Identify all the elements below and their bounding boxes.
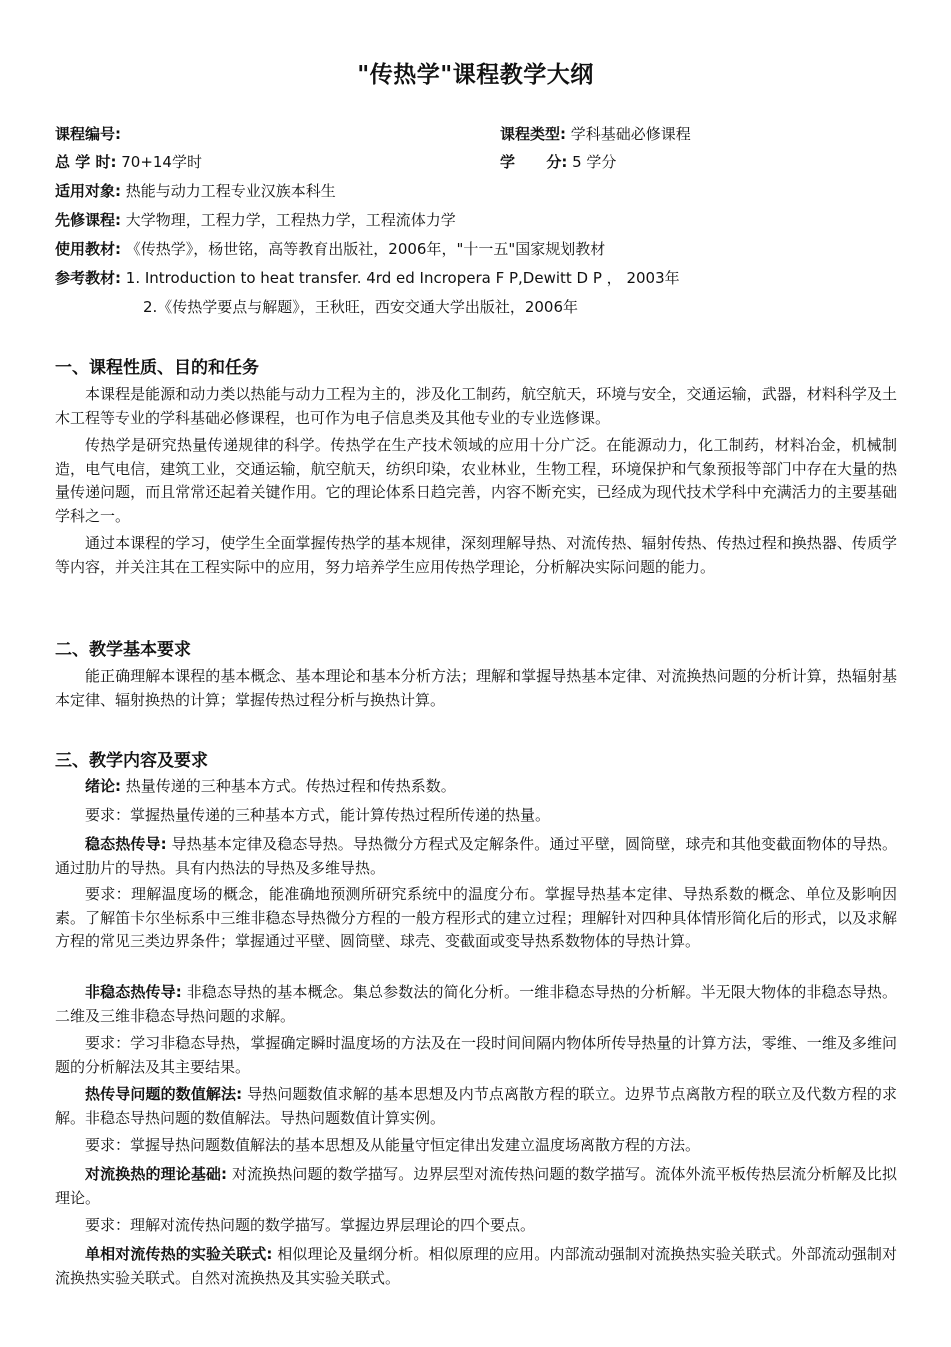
content-item <box>55 1032 897 1079</box>
content-item-text: 热量传递的三种基本方式。传热过程和传热系数。 <box>125 777 456 795</box>
section-1-paragraph-1: 本课程是能源和动力类以热能与动力工程为主的，涉及化工制药，航空航天，环境与安全，交通运输，武器，材料科学及土木工程等专业的学科基础必修课程，也可作为电子信息类及其他专业的专业选修课。 <box>55 385 897 427</box>
content-item-text: 要求：掌握导热问题数值解法的基本思想及从能量守恒定律出发建立温度场离散方程的方法。 <box>85 1136 701 1154</box>
content-item-label: 单相对流传热的实验关联式: <box>85 1245 273 1263</box>
content-item <box>55 775 897 799</box>
page-title: "传热学"课程教学大纲 <box>357 62 594 88</box>
total-hours-label: 总 学 时: <box>55 153 117 171</box>
content-item-text: 相似理论及量纲分析。相似原理的应用。内部流动强制对流换热实验关联式。外部流动强制对流换热实验关联式。自然对流换热及其实验关联式。 <box>55 1245 897 1287</box>
section-2-heading: 二、教学基本要求 <box>55 640 191 660</box>
credits-label: 学 分: <box>500 153 568 171</box>
content-item <box>55 1134 897 1158</box>
content-item-text: 要求：学习非稳态导热，掌握确定瞬时温度场的方法及在一段时间间隔内物体所传导热量的计算方法，零维、一维及多维问题的分析解法及其主要结果。 <box>55 1034 897 1076</box>
content-item <box>55 1243 897 1290</box>
content-item <box>55 981 897 1028</box>
course-code-label: 课程编号: <box>55 125 121 143</box>
content-item-text: 要求：理解温度场的概念，能准确地预测所研究系统中的温度分布。掌握导热基本定律、导热系数的概念、单位及影响因素。了解笛卡尔坐标系中三维非稳态导热微分方程的一般方程形式的建立过程；理解针对四种具体情形简化后的形式，以及求解方程的常见三类边界条件；掌握通过平壁、圆筒壁、球壳、变截面或变导热系数物体的导热计算。 <box>55 885 897 950</box>
textbook-value: 《传热学》，杨世铭，高等教育出版社，2006年，"十一五"国家规划教材 <box>125 240 606 258</box>
content-item <box>55 1214 897 1238</box>
prereq-value: 大学物理，工程力学，工程热力学，工程流体力学 <box>125 211 456 229</box>
section-1-paragraph-3: 通过本课程的学习，使学生全面掌握传热学的基本规律，深刻理解导热、对流传热、辐射传热、传热过程和换热器、传质学等内容，并关注其在工程实际中的应用，努力培养学生应用传热学理论，分析解决实际问题的能力。 <box>55 534 897 576</box>
course-type-label: 课程类型: <box>500 125 566 143</box>
reference-2: 2.《传热学要点与解题》，王秋旺，西安交通大学出版社，2006年 <box>143 298 578 316</box>
content-item <box>55 1163 897 1210</box>
audience-value: 热能与动力工程专业汉族本科生 <box>125 182 336 200</box>
content-item-text: 要求：掌握热量传递的三种基本方式，能计算传热过程所传递的热量。 <box>85 806 551 824</box>
section-3-heading: 三、教学内容及要求 <box>55 751 208 771</box>
content-item <box>55 883 897 954</box>
course-type-value: 学科基础必修课程 <box>570 125 691 143</box>
references <box>55 267 680 289</box>
refs-label: 参考教材: <box>55 269 121 287</box>
textbook <box>55 238 605 260</box>
content-item <box>55 1083 897 1130</box>
section-1-paragraph-2: 传热学是研究热量传递规律的科学。传热学在生产技术领域的应用十分广泛。在能源动力，化工制药，材料冶金，机械制造，电气电信，建筑工业，交通运输，航空航天，纺织印染，农业林业，生物工程，环境保护和气象预报等部门中存在大量的热量传递问题，而且常常还起着关键作用。它的理论体系日趋完善，内容不断充实，已经成为现代技术学科中充满活力的主要基础学科之一。 <box>55 436 897 525</box>
credits <box>500 151 616 173</box>
content-item-text: 导热问题数值求解的基本思想及内节点离散方程的联立。边界节点离散方程的联立及代数方程的求解。非稳态导热问题的数值解法。导热问题数值计算实例。 <box>55 1085 897 1127</box>
content-item <box>55 804 897 828</box>
section-1-heading: 一、课程性质、目的和任务 <box>55 358 259 378</box>
content-item-label: 对流换热的理论基础: <box>85 1165 228 1183</box>
content-item-label: 绪论: <box>85 777 121 795</box>
course-code <box>55 123 121 145</box>
content-item-label: 热传导问题的数值解法: <box>85 1085 243 1103</box>
content-item-text: 要求：理解对流传热问题的数学描写。掌握边界层理论的四个要点。 <box>85 1216 536 1234</box>
section-2-paragraph-1: 能正确理解本课程的基本概念、基本理论和基本分析方法；理解和掌握导热基本定律、对流换热问题的分析计算，热辐射基本定律、辐射换热的计算；掌握传热过程分析与换热计算。 <box>55 667 897 709</box>
textbook-label: 使用教材: <box>55 240 121 258</box>
content-item <box>55 833 897 880</box>
total-hours-value: 70+14学时 <box>121 153 202 171</box>
audience-label: 适用对象: <box>55 182 121 200</box>
content-item-label: 非稳态热传导: <box>85 983 182 1001</box>
content-item-label: 稳态热传导: <box>85 835 167 853</box>
prereq-label: 先修课程: <box>55 211 121 229</box>
content-item-text: 非稳态导热的基本概念。集总参数法的简化分析。一维非稳态导热的分析解。半无限大物体的非稳态导热。二维及三维非稳态导热问题的求解。 <box>55 983 897 1025</box>
course-type <box>500 123 691 145</box>
total-hours <box>55 151 202 173</box>
reference-1: 1. Introduction to heat transfer. 4rd ed Incropera F P,Dewitt D P ， 2003年 <box>125 269 680 287</box>
prerequisites <box>55 209 456 231</box>
content-item-text: 对流换热问题的数学描写。边界层型对流传热问题的数学描写。流体外流平板传热层流分析解及比拟理论。 <box>55 1165 897 1207</box>
audience <box>55 180 336 202</box>
credits-value: 5 学分 <box>572 153 617 171</box>
content-item-text: 导热基本定律及稳态导热。导热微分方程式及定解条件。通过平壁，圆筒壁，球壳和其他变截面物体的导热。通过肋片的导热。具有内热法的导热及多维导热。 <box>55 835 897 877</box>
